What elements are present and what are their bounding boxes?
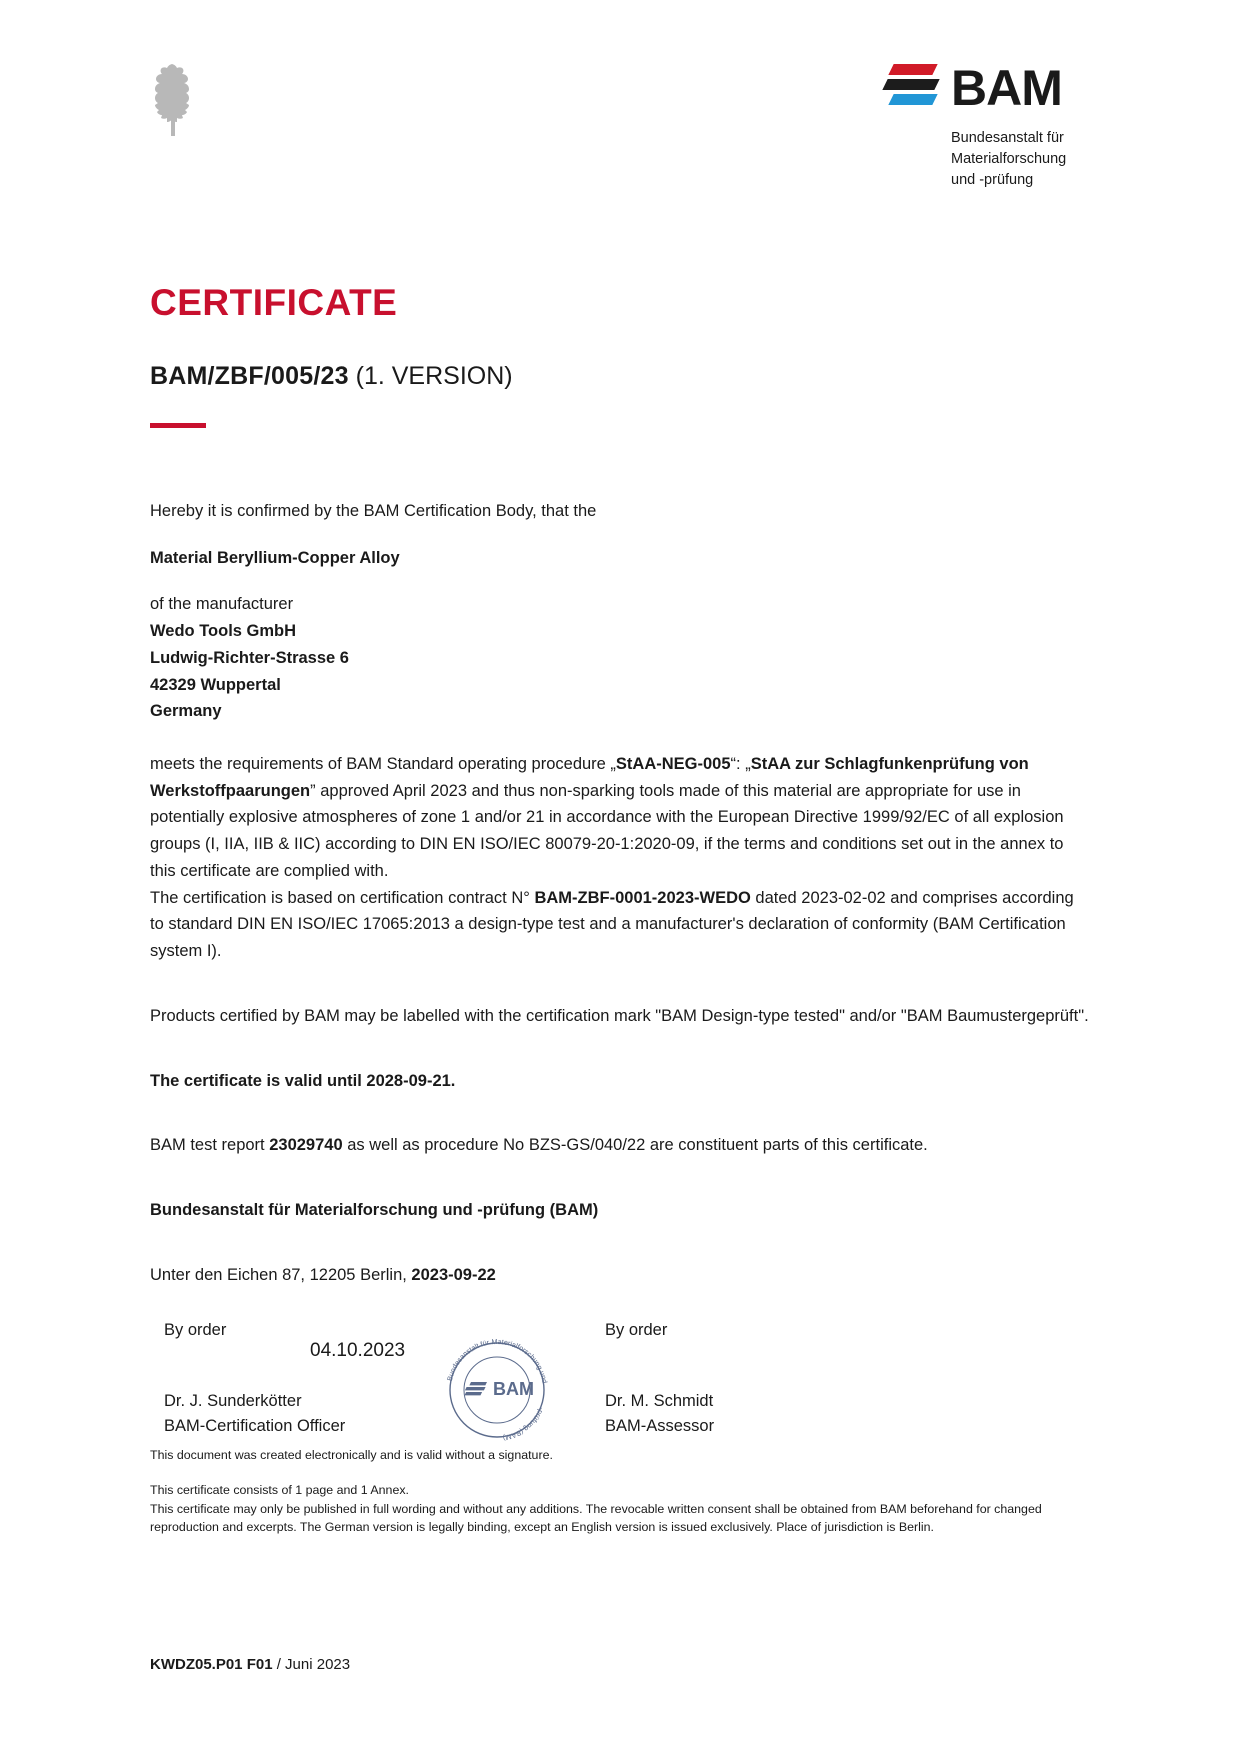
certification-mark-paragraph: Products certified by BAM may be labelled with the certification mark "BAM Design-type tested" and/or "BAM Baumustergeprüft". [150, 1006, 1089, 1025]
signature-left [164, 1318, 345, 1438]
contract-part-2: dated 2023-02-02 and comprises according to standard DIN EN ISO/IEC 17065:2013 a design-type test and a manufacturer's declaration of conformity (BAM Certification system I). [150, 888, 1074, 961]
pages-note: This certificate consists of 1 page and 1 Annex. [150, 1482, 409, 1497]
svg-text:BAM: BAM [493, 1379, 534, 1400]
signature-right-role: BAM-Assessor [605, 1416, 715, 1435]
place-text: Unter den Eichen 87, 12205 Berlin, [150, 1265, 412, 1284]
bam-subtitle-line-1: Bundesanstalt für [951, 130, 1064, 146]
footer-form-code-date: / Juni 2023 [272, 1656, 351, 1673]
material-name: Material Beryllium-Copper Alloy [150, 548, 400, 567]
procedure-code: StAA-NEG-005 [615, 755, 731, 774]
bam-subtitle-line-3: und -prüfung [951, 172, 1034, 189]
manufacturer-country: Germany [150, 702, 222, 721]
footer-form-code [150, 1656, 350, 1673]
manufacturer-label: of the manufacturer [150, 595, 294, 614]
bam-logo-subtitle [951, 128, 1111, 191]
issue-date: 2023-09-22 [411, 1265, 496, 1284]
svg-text:Bundesanstalt für Materialfors: Bundesanstalt für Materialforschung und [444, 1337, 550, 1385]
procedure-name: StAA zur Schlagfunkenprüfung von Werkstoffpaarungen [150, 755, 1029, 800]
bam-subtitle-line-2: Materialforschung [951, 151, 1067, 168]
signature-left-role: BAM-Certification Officer [164, 1416, 346, 1435]
manufacturer-street: Ludwig-Richter-Strasse 6 [150, 648, 349, 667]
page-title: CERTIFICATE [150, 282, 398, 323]
intro-paragraph: Hereby it is confirmed by the BAM Certification Body, that the [150, 502, 597, 520]
requirements-paragraph [150, 751, 1091, 965]
contract-number: BAM-ZBF-0001-2023-WEDO [534, 888, 751, 907]
document-body [150, 282, 1091, 1553]
manufacturer-city: 42329 Wuppertal [150, 675, 281, 694]
red-divider [150, 423, 206, 428]
requirements-part-1: meets the requirements of BAM Standard operating procedure „ [150, 755, 616, 774]
certificate-number [150, 362, 1091, 391]
legal-note: This certificate may only be published in full wording and without any additions. The revocable written consent shall be obtained from BAM beforehand for changed reproduction and excerpts. The German version is legally binding, except an English version is issued exclusively. Place of jurisdiction is Berlin. [150, 1501, 1042, 1535]
signature-right-by-order: By order [605, 1321, 668, 1340]
signature-right-name: Dr. M. Schmidt [605, 1392, 714, 1411]
signature-area [150, 1318, 1091, 1446]
document-header [0, 0, 1241, 240]
bam-wordmark: BAM [951, 60, 1062, 116]
contract-part-1: The certification is based on certification contract N° [150, 888, 535, 907]
electronic-note: This document was created electronically and is valid without a signature. [150, 1448, 553, 1463]
footer-form-code-id: KWDZ05.P01 F01 [150, 1656, 273, 1673]
report-part-1: BAM test report [150, 1136, 270, 1155]
bam-mark-icon [881, 62, 937, 114]
report-number: 23029740 [269, 1136, 343, 1155]
issuing-authority: Bundesanstalt für Materialforschung und -prüfung (BAM) [150, 1200, 599, 1219]
certificate-version: (1. VERSION) [348, 362, 513, 390]
signature-left-name: Dr. J. Sunderkötter [164, 1392, 302, 1411]
report-part-2: as well as procedure No BZS-GS/040/22 are constituent parts of this certificate. [342, 1136, 928, 1155]
manufacturer-name: Wedo Tools GmbH [150, 622, 297, 641]
federal-eagle-icon [138, 62, 208, 138]
bam-round-stamp-icon [435, 1330, 559, 1444]
signature-date: 04.10.2023 [310, 1340, 406, 1362]
bam-logo [881, 62, 1111, 191]
requirements-part-2: “: „ [730, 755, 751, 774]
place-and-date [150, 1262, 1091, 1289]
signature-right [605, 1318, 714, 1438]
svg-text:-prüfung (BAM): -prüfung (BAM) [502, 1406, 547, 1443]
signature-left-by-order: By order [164, 1321, 227, 1340]
requirements-part-3: ” approved April 2023 and thus non-sparking tools made of this material are appropriate for use in potentially explosive atmospheres of zone 1 and/or 21 in accordance with the European Directive 1999/92/EC of all explosion groups (I, IIA, IIB & IIC) according to DIN EN ISO/IEC 80079-20-1:2020-09, if the terms and conditions set out in the annex to this certificate are complied with. [150, 781, 1064, 880]
certificate-number-code: BAM/ZBF/005/23 [150, 362, 349, 390]
validity-statement: The certificate is valid until 2028-09-21. [150, 1071, 456, 1090]
test-report-paragraph [150, 1132, 1091, 1159]
